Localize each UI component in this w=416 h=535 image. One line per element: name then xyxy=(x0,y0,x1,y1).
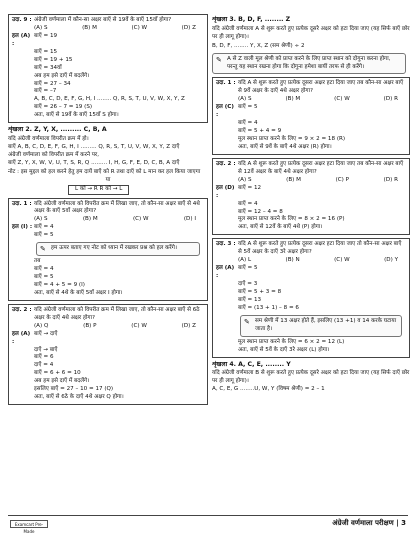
question-text: अंग्रेजी वर्णमाला में कौन-सा अक्षर बाएँ से 19वें के बाएँ 15वाँ होगा? xyxy=(34,17,172,23)
example-1-box xyxy=(8,198,208,301)
example-2-box xyxy=(212,158,410,235)
option: (D) R xyxy=(383,96,398,103)
solution-line: अतः, बाएँ से 19वें के बाएँ 15वाँ S होगा। xyxy=(34,112,119,119)
solution-line: दाएँ = 4 xyxy=(34,362,54,369)
solution-line: बाएँ = 4 xyxy=(238,120,258,127)
question-label: उदा. 1 : xyxy=(12,200,32,207)
paragraph: यदि अंग्रेजी वर्णमाला A से शुरू करते हुए प्रत्येक दूसरे अक्षर को हटा दिया जाए (यह सिर्फ बाएँ छोर पर ही लागू होगा)। xyxy=(212,25,410,40)
solution-line: बाएँ = 5 xyxy=(238,265,258,272)
solution-line: बाएँ = 6 xyxy=(34,354,54,361)
paragraph: अंग्रेजी वर्णमाला को विपरीत क्रम में करने पर, xyxy=(8,151,99,158)
option: (C) W xyxy=(132,216,149,223)
section-title: शृंखला 2. Z, Y, X, ......... C, B, A xyxy=(8,126,107,134)
solution-line: बाएँ = 19 + 15 xyxy=(34,56,73,63)
option: (D) Y xyxy=(384,257,398,264)
options xyxy=(12,25,204,33)
section-title: शृंखला 4. A, C, E, ........ Y xyxy=(212,360,291,368)
solution xyxy=(216,185,406,201)
option: (C) P xyxy=(335,176,350,183)
solution-line: बाएँ = 12 xyxy=(238,184,262,191)
solution-line: तब xyxy=(34,258,41,265)
solution-label: हल (I) : xyxy=(12,224,33,231)
solution-line: अतः, बाएँ से 6ठे के दाएँ 4थे अक्षर Q होगा। xyxy=(34,394,124,401)
solution-line: बाएँ = 6 + 6 = 10 xyxy=(34,370,81,377)
option: (A) L xyxy=(238,257,252,264)
solution-line: मूल स्थान प्राप्त करने के लिए = 6 × 2 = 12 (L) xyxy=(238,338,345,345)
paragraph: यदि अंग्रेजी वर्णमाला B से शुरू करते हुए प्रत्येक दूसरे अक्षर को हटा दिया जाए (यह सिर्फ दाएँ छोर पर ही लागू होगा)। xyxy=(212,370,410,385)
solution-line: बाएँ = 4 xyxy=(34,224,54,231)
pen-icon: ✎ xyxy=(216,55,222,64)
question xyxy=(216,161,406,177)
solution-line: बाएँ = 13 xyxy=(238,296,262,303)
note-box xyxy=(240,315,402,337)
solution-line: A, B, C, D, E, F, G, H, I ........ Q, R, S, T, U, V, W, X, Y, Z xyxy=(34,96,185,103)
solution-line: बाएँ = 27 – 34 xyxy=(34,80,71,87)
alphabet-row: बाएँ A, B, C, D, E, F, G, H, I ......... Q, R, S, T, U, V, W, X, Y, Z दाएँ xyxy=(8,143,180,150)
publisher-logo: Examcart Pre-Made xyxy=(10,520,48,528)
option: (C) W xyxy=(131,322,147,329)
question-label: उदा. 3 : xyxy=(216,241,236,248)
sequence-line: A, C, E, G ........U, W, Y (विषम श्रेणी) = 2 – 1 xyxy=(212,386,325,393)
solution xyxy=(12,33,204,49)
question xyxy=(216,80,406,96)
option: (C) W xyxy=(334,96,350,103)
option: (B) M xyxy=(82,24,97,31)
question-label: उदा. 2 : xyxy=(216,160,236,167)
pen-icon: ✎ xyxy=(244,317,250,326)
note-text: A से Z वाली मूल श्रेणी को प्राप्त करने के लिए प्राप्त स्थान को दोगुना करना होगा, परन्तु यह स्थान रखना होगा कि दोगुना हमेशा बायीं तरफ से ही करेंगे। xyxy=(227,55,391,70)
alphabet-row: बाएँ Z, Y, X, W, V, U, T, S, R, Q ......... I, H, G, F, E, D, C, B, A दाएँ xyxy=(8,159,180,166)
solution-line: बाएँ → दाएँ xyxy=(34,330,58,337)
solution-line: बाएँ = 5 + 4 = 9 xyxy=(238,128,282,135)
option: (A) Q xyxy=(34,322,49,329)
page-footer xyxy=(0,515,416,535)
solution-line: दाएँ = 3 xyxy=(238,281,258,288)
solution-label: हल (A) : xyxy=(216,265,235,280)
paragraph: यदि अंग्रेजी वर्णमाला विपरीत क्रम में हो। xyxy=(8,135,89,142)
option: (D) I xyxy=(183,216,196,223)
note-text: हम ऊपर बताए गए नोट को ध्यान में रखकर प्रश्न को हल करेंगे। xyxy=(51,245,177,252)
solution-line: बाएँ = 4 + 5 = 9 (I) xyxy=(34,281,85,288)
option: (A) S xyxy=(238,176,252,183)
question-text: यदि A से शुरू करते हुए प्रत्येक दूसरा अक्षर हटा दिया जाए तब कौन-सा अक्षर बाएँ से 12वें अक्षर के बाएँ 4थे अक्षर होगा? xyxy=(238,160,404,175)
solution-line: बाएँ = 19 xyxy=(34,32,58,39)
question-text: यदि अंग्रेजी वर्णमाला को विपरीत क्रम में लिखा जाए, तो कौन-सा अक्षर बाएँ से 4थे अक्षर के बाएँ 5वाँ अक्षर होगा? xyxy=(34,200,200,215)
question xyxy=(216,241,406,257)
solution-line: बाएँ = 34वाँ xyxy=(34,64,62,71)
solution xyxy=(216,265,406,281)
solution-label: हल (A) : xyxy=(12,32,31,47)
solution-line: बाएँ = 15 xyxy=(34,48,58,55)
sequence-line: B, D, F, ........ Y, X, Z (सम श्रेणी) ÷ 2 xyxy=(212,42,305,49)
question-text: यदि A से शुरू करते हुए प्रत्येक दूसरा अक्षर हटा दिया जाए तो कौन-सा अक्षर बाएँ से 5वें अक्षर के दाएँ 3रे अक्षर होगा? xyxy=(238,241,402,256)
left-column xyxy=(8,14,208,408)
option: (B) M xyxy=(82,216,98,223)
option: (A) S xyxy=(34,216,48,223)
option: (C) W xyxy=(131,24,148,31)
question-label: उदा. 2 : xyxy=(12,306,32,313)
footer-rule xyxy=(8,515,408,516)
question xyxy=(12,307,204,323)
solution-line: बाएँ = 5 xyxy=(34,232,54,239)
options xyxy=(216,257,406,265)
solution-line: अतः, बाएँ से 12वें के बाएँ 4थे (P) होगा। xyxy=(238,224,323,231)
solution-line: इसलिए बाएँ = 27 – 10 = 17 (Q) xyxy=(34,386,114,393)
solution-label: हल (C) : xyxy=(216,104,234,119)
solution-line: बाएँ = 4 xyxy=(34,266,54,273)
example-2-box xyxy=(8,304,208,405)
solution-line: बाएँ = 5 xyxy=(34,274,54,281)
question xyxy=(12,201,204,217)
page-title-footer xyxy=(332,519,406,529)
solution-label: हल (D) : xyxy=(216,184,235,199)
options xyxy=(12,323,204,331)
solution-line: बाएँ = 4 xyxy=(238,200,258,207)
section-title: शृंखला 3. B, D, F, ........ Z xyxy=(212,16,291,23)
option: (B) M xyxy=(285,96,301,103)
note-text: नोट : इस मुद्दल को हल करने हेतु हम दायें बाएँ को R तथा दाएँ को L मान कर हल किया जाएगा xyxy=(8,168,201,175)
page-title: अंग्रेजी वर्णमाला परीक्षण xyxy=(332,519,394,527)
solution-line: अतः, बाएँ से 4थे के बाएँ 5वाँ अक्षर I होगा। xyxy=(34,289,123,296)
solution-line: बाएँ = 5 xyxy=(238,104,258,111)
page-number: 3 xyxy=(401,519,406,527)
solution-line: अतः, बाएँ से 9वें के बाएँ 4थे अक्षर (R) होगा। xyxy=(238,143,332,150)
separator: | xyxy=(396,519,399,527)
solution-line: बाएँ = 26 – 7 = 19 (S) xyxy=(34,104,93,111)
question-text: यदि अंग्रेजी वर्णमाला को विपरीत क्रम में लिखा जाए, तो कौन-सा अक्षर बाएँ से 6ठे अक्षर के दाएँ 4थे अक्षर होगा? xyxy=(34,306,200,321)
option: (D) Z xyxy=(181,322,196,329)
solution-line: अब हम इसे दाएँ में बदलेंगे। xyxy=(34,378,90,385)
note-text: सम श्रेणी में 13 अक्षर होते हैं, इसलिए (13 +1) व 14 करके घटाया जाता है। xyxy=(255,317,397,332)
or-text: या xyxy=(105,176,111,183)
solution-label: हल (A) : xyxy=(12,330,31,345)
option: (D) R xyxy=(383,176,398,183)
option: (A) S xyxy=(34,24,48,31)
question-label: उदा. 9 : xyxy=(12,17,32,23)
option: (B) M xyxy=(286,176,301,183)
note-box xyxy=(36,242,200,256)
option: (D) Z xyxy=(181,24,196,31)
solution-line: दाएँ → बाएँ xyxy=(34,346,58,353)
option: (A) S xyxy=(238,96,252,103)
right-column xyxy=(212,14,410,394)
solution-line: बाएँ = (13 + 1) – 8 = 6 xyxy=(238,304,299,311)
option: (C) W xyxy=(334,257,350,264)
options xyxy=(216,177,406,185)
solution-line: बाएँ = –7 xyxy=(34,88,57,95)
solution-line: बाएँ = 12 – 4 = 8 xyxy=(238,208,283,215)
example-1-box xyxy=(212,77,410,154)
solution-line: मूल स्थान प्राप्त करने के लिए = 8 × 2 = 16 (P) xyxy=(238,216,345,223)
solution xyxy=(216,104,406,120)
solution-line: अब हम इसे दाएँ में बदलेंगे। xyxy=(34,72,90,79)
pen-icon: ✎ xyxy=(40,245,46,254)
option: (B) P xyxy=(83,322,97,329)
option: (B) N xyxy=(285,257,300,264)
solution-line: अतः, बाएँ से 5वें के दाएँ 3रे अक्षर (L) होगा। xyxy=(238,346,330,353)
question-label: उदा. 1 : xyxy=(216,80,236,87)
note-box xyxy=(212,53,406,75)
example-3-box xyxy=(212,238,410,357)
solution xyxy=(12,331,204,347)
solution-line: बाएँ = 5 + 3 = 8 xyxy=(238,288,282,295)
question xyxy=(12,17,204,25)
question-text: यदि A से शुरू करते हुए प्रत्येक दूसरा अक्षर हटा दिया जाए तब कौन-सा अक्षर बाएँ से 9वें अक्षर के दाएँ 4थे अक्षर होगा? xyxy=(238,80,404,95)
example-9-box xyxy=(8,14,208,123)
direction-box: L को → R R को → L xyxy=(68,185,129,195)
solution-line: मूल स्थान प्राप्त करने के लिए = 9 × 2 = 18 (R) xyxy=(238,136,346,143)
